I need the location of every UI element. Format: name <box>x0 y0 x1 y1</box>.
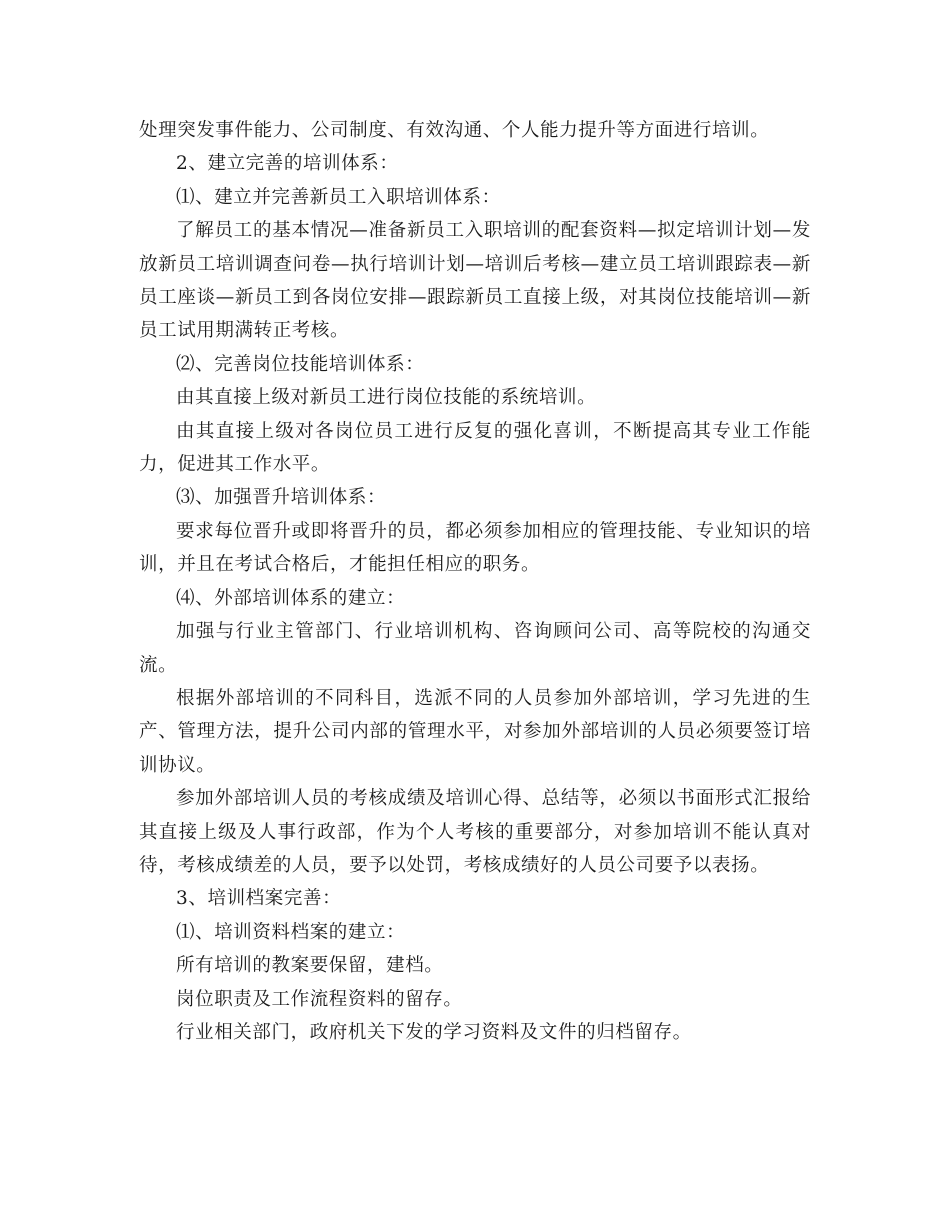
subheading-new-employee-training: ⑴、建立并完善新员工入职培训体系： <box>176 186 501 208</box>
paragraph-archive-1: 所有培训的教案要保留，建档。 <box>176 955 444 977</box>
subheading-external-training: ⑷、外部培训体系的建立： <box>176 587 406 609</box>
document-body <box>139 114 811 1049</box>
paragraph-skill-training-2: 由其直接上级对各岗位员工进行反复的强化喜训，不断提高其专业工作能力，促进其工作水平。 <box>139 420 811 476</box>
paragraph-promotion-training: 要求每位晋升或即将晋升的员，都必须参加相应的管理技能、专业知识的培训，并且在考试合格后，才能担任相应的职务。 <box>139 520 811 576</box>
paragraph-continuation: 处理突发事件能力、公司制度、有效沟通、个人能力提升等方面进行培训。 <box>139 120 770 141</box>
paragraph-archive-3: 行业相关部门，政府机关下发的学习资料及文件的归档留存。 <box>176 1021 692 1043</box>
section-heading-training-system: 2、建立完善的培训体系： <box>176 153 399 175</box>
subheading-promotion-training: ⑶、加强晋升培训体系： <box>176 487 387 509</box>
paragraph-onboarding-process: 了解员工的基本情况—准备新员工入职培训的配套资料—拟定培训计划—发放新员工培训调查问卷—执行培训计划—培训后考核—建立员工培训跟踪表—新员工座谈—新员工到各岗位安排—跟踪新员工直接上级，对其岗位技能培训—新员工试用期满转正考核。 <box>139 220 811 342</box>
paragraph-skill-training-1: 由其直接上级对新员工进行岗位技能的系统培训。 <box>176 387 597 409</box>
section-heading-training-archives: 3、培训档案完善： <box>176 888 342 910</box>
paragraph-external-training-2: 根据外部培训的不同科目，选派不同的人员参加外部培训，学习先进的生产、管理方法，提升公司内部的管理水平，对参加外部培训的人员必须要签订培训协议。 <box>139 687 811 776</box>
subheading-training-materials-archive: ⑴、培训资料档案的建立： <box>176 921 406 943</box>
subheading-job-skill-training: ⑵、完善岗位技能培训体系： <box>176 353 425 375</box>
paragraph-archive-2: 岗位职责及工作流程资料的留存。 <box>176 988 463 1010</box>
paragraph-external-training-1: 加强与行业主管部门、行业培训机构、咨询顾问公司、高等院校的沟通交流。 <box>139 621 811 676</box>
paragraph-external-training-3: 参加外部培训人员的考核成绩及培训心得、总结等，必须以书面形式汇报给其直接上级及人事行政部，作为个人考核的重要部分，对参加培训不能认真对待，考核成绩差的人员，要予以处罚，考核成绩好的人员公司要予以表扬。 <box>139 788 811 876</box>
